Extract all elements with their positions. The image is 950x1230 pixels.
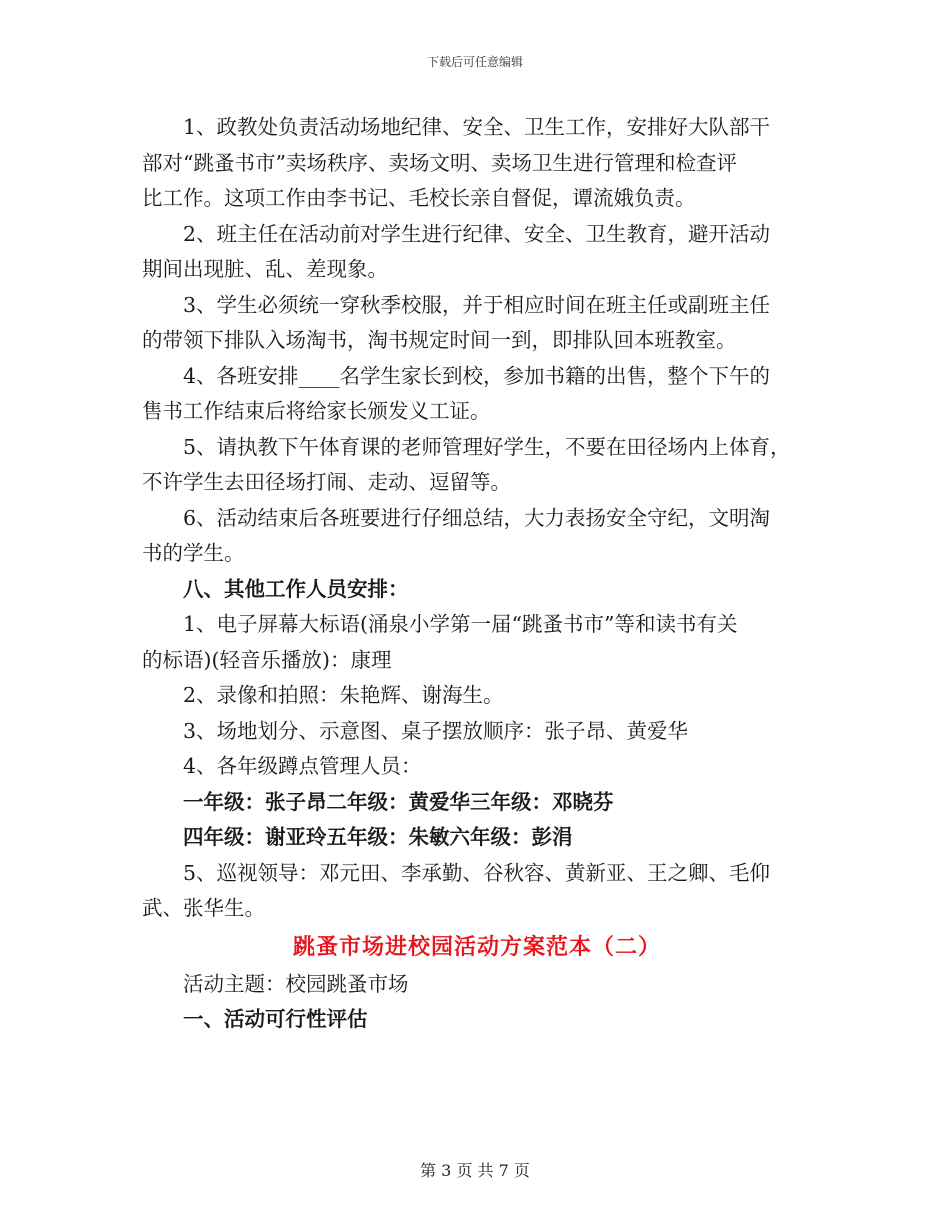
section-1-heading: 一、活动可行性评估: [183, 1007, 368, 1031]
grades-line-1: 一年级：张子昂二年级：黄爱华三年级：邓晓芬: [183, 789, 614, 814]
paragraph-5-line-1: 5、请执教下午体育课的老师管理好学生，不要在田径场内上体育，: [183, 434, 791, 459]
section-8-item-1-line-2: 的标语)(轻音乐播放)：康理: [142, 647, 392, 672]
section-8-item-1-line-1: 1、电子屏幕大标语(涌泉小学第一届“跳蚤书市”等和读书有关: [183, 612, 738, 636]
paragraph-4-line-1: 4、各班安排____名学生家长到校，参加书籍的出售，整个下午的: [183, 363, 771, 388]
section-8-item-5-line-2: 武、张华生。: [142, 896, 265, 920]
grades-line-2: 四年级：谢亚玲五年级：朱敏六年级：彭涓: [183, 825, 573, 849]
paragraph-3-line-1: 3、学生必须统一穿秋季校服，并于相应时间在班主任或副班主任: [183, 292, 771, 317]
paragraph-3-line-2: 的带领下排队入场淘书，淘书规定时间一到，即排队回本班教室。: [142, 328, 737, 352]
section-8-heading: 八、其他工作人员安排：: [183, 576, 409, 601]
paragraph-2-line-1: 2、班主任在活动前对学生进行纪律、安全、卫生教育，避开活动: [183, 221, 771, 246]
paragraph-2-line-2: 期间出现脏、乱、差现象。: [142, 257, 388, 281]
activity-theme: 活动主题：校园跳蚤市场: [183, 971, 409, 996]
page-header: 下载后可任意编辑: [426, 55, 523, 69]
paragraph-1-line-3: 比工作。这项工作由李书记、毛校长亲自督促，谭流娥负责。: [142, 186, 696, 210]
paragraph-6-line-2: 书的学生。: [142, 541, 245, 565]
paragraph-4-line-2: 售书工作结束后将给家长颁发义工证。: [142, 399, 491, 423]
page-footer: 第 3 页 共 7 页: [420, 1161, 530, 1180]
paragraph-5-line-2: 不许学生去田径场打闹、走动、逗留等。: [142, 470, 511, 494]
section-8-item-5-line-1: 5、巡视领导：邓元田、李承勤、谷秋容、黄新亚、王之卿、毛仰: [183, 860, 771, 885]
section-8-item-2: 2、录像和拍照：朱艳辉、谢海生。: [183, 683, 504, 707]
section-8-item-3: 3、场地划分、示意图、桌子摆放顺序：张子昂、黄爱华: [183, 718, 689, 743]
section-2-title: 跳蚤市场进校园活动方案范本（二）: [292, 933, 661, 960]
paragraph-1-line-1: 1、政教处负责活动场地纪律、安全、卫生工作，安排好大队部干: [183, 115, 771, 139]
document-body: [142, 110, 812, 1038]
paragraph-6-line-1: 6、活动结束后各班要进行仔细总结，大力表扬安全守纪，文明淘: [183, 505, 771, 530]
paragraph-1-line-2: 部对“跳蚤书市”卖场秩序、卖场文明、卖场卫生进行管理和检查评: [142, 150, 737, 175]
section-8-item-4: 4、各年级蹲点管理人员：: [183, 754, 422, 778]
